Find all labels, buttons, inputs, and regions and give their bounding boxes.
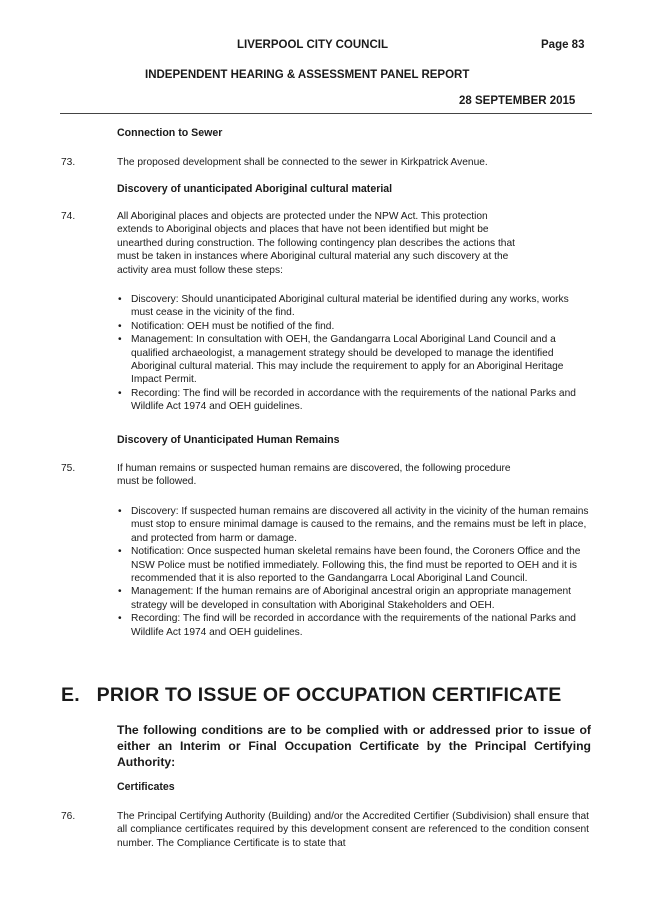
- list-item: [115, 387, 589, 414]
- list-item-text: Management: In consultation with OEH, the Gandangarra Local Aboriginal Land Council and a qualified archaeologist, a management strategy should be developed to manage the identified Aboriginal cultural material. This may include the requirement to apply for an Aboriginal Heritage Impact Permit.: [131, 334, 564, 386]
- text-line: must be taken in instances where Aboriginal cultural material any such discovery at the: [117, 251, 509, 263]
- text-line: activity area must follow these steps:: [117, 264, 283, 276]
- bullet-icon: •: [118, 506, 122, 517]
- list-item-text: Notification: OEH must be notified of the find.: [131, 320, 335, 332]
- text-line: unearthed during construction. The following contingency plan describes the actions that: [117, 237, 515, 249]
- human-remains-heading: Discovery of Unanticipated Human Remains: [117, 434, 340, 446]
- list-item: [115, 320, 589, 333]
- sewer-heading: Connection to Sewer: [117, 127, 223, 139]
- list-item-text: Discovery: If suspected human remains are discovered all activity in the vicinity of the human remains must stop to ensure minimal damage is caused to the remains, and the remains must be left in place, and protected from harm or damage.: [131, 506, 589, 544]
- condition-75-text: [117, 462, 589, 489]
- list-item-text: Recording: The find will be recorded in accordance with the requirements of the national Parks and Wildlife Act 1974 and OEH guidelines.: [131, 613, 576, 638]
- text-line: extends to Aboriginal objects and places that have not been identified but might be: [117, 224, 489, 236]
- bullet-icon: •: [118, 387, 122, 399]
- list-item: [115, 505, 589, 545]
- list-item: [115, 585, 589, 612]
- aboriginal-steps-list: [115, 293, 589, 414]
- text-line: All Aboriginal places and objects are protected under the NPW Act. This protection: [117, 211, 488, 222]
- bullet-icon: •: [118, 586, 122, 598]
- section-e-title: E. PRIOR TO ISSUE OF OCCUPATION CERTIFICATE: [61, 684, 562, 706]
- report-date: 28 SEPTEMBER 2015: [459, 95, 576, 107]
- list-item: [115, 333, 589, 387]
- text-line: must be followed.: [117, 476, 197, 488]
- certificates-heading: Certificates: [117, 781, 175, 793]
- aboriginal-heading: Discovery of unanticipated Aboriginal cultural material: [117, 183, 393, 195]
- condition-number-76: 76.: [61, 811, 76, 822]
- list-item: [115, 545, 589, 585]
- list-item-text: Discovery: Should unanticipated Aboriginal cultural material be identified during any works, works must cease in the vicinity of the find.: [131, 294, 569, 319]
- condition-74-text: [117, 210, 589, 277]
- bullet-icon: •: [118, 320, 122, 332]
- page-number: Page 83: [541, 39, 585, 51]
- condition-73-text: The proposed development shall be connected to the sewer in Kirkpatrick Avenue.: [117, 157, 488, 168]
- condition-number-75: 75.: [61, 463, 76, 474]
- list-item: [115, 612, 589, 639]
- bullet-icon: •: [118, 334, 122, 346]
- section-e-lead: The following conditions are to be complied with or addressed prior to issue of either an Interim or Final Occupation Certificate by the Principal Certifying Authority:: [117, 723, 591, 769]
- bullet-icon: •: [118, 294, 122, 305]
- condition-76-text: The Principal Certifying Authority (Building) and/or the Accredited Certifier (Subdivision) shall ensure that all compliance certificates required by this development consent are referenced to the condition consent number. The Compliance Certificate is to state that: [117, 811, 589, 849]
- list-item-text: Management: If the human remains are of Aboriginal ancestral origin an appropriate management strategy will be developed in consultation with Aboriginal Stakeholders and OEH.: [131, 586, 572, 611]
- list-item-text: Recording: The find will be recorded in accordance with the requirements of the national Parks and Wildlife Act 1974 and OEH guidelines.: [131, 387, 576, 413]
- bullet-icon: •: [118, 546, 122, 558]
- header-divider: [60, 113, 592, 114]
- list-item: [115, 293, 589, 320]
- council-name: LIVERPOOL CITY COUNCIL: [237, 39, 389, 51]
- bullet-icon: •: [118, 613, 122, 625]
- report-title: INDEPENDENT HEARING & ASSESSMENT PANEL REPORT: [145, 69, 470, 81]
- list-item-text: Notification: Once suspected human skeletal remains have been found, the Coroners Office and the NSW Police must be notified immediately. Following this, the find must be reported to OEH and it is recommended that it is also reported to the Gandangarra Local Aboriginal Land Council.: [131, 546, 581, 585]
- condition-number-73: 73.: [61, 157, 76, 168]
- human-remains-steps-list: [115, 505, 589, 639]
- text-line: If human remains or suspected human remains are discovered, the following procedure: [117, 463, 511, 474]
- condition-number-74: 74.: [61, 211, 76, 222]
